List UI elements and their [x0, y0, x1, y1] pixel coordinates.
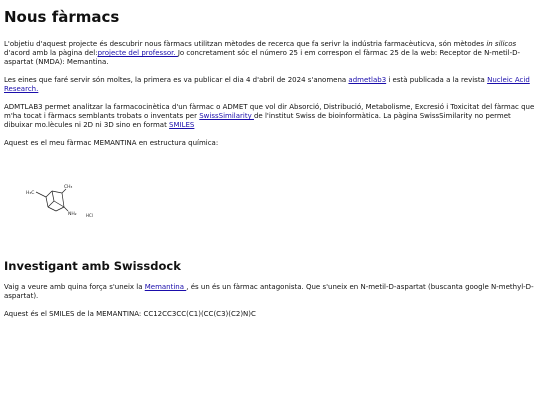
- bond: [46, 191, 52, 197]
- swisssimilarity-link[interactable]: SwissSimilarity: [199, 112, 254, 120]
- bond: [52, 191, 54, 201]
- page-title: Nous fàrmacs: [4, 8, 120, 26]
- tools-paragraph: [4, 76, 536, 94]
- intro-text-3: Jo concretament sóc el número 25 i em correspon el fàrmac 25 de la web: Receptor de N-metil-D-aspartat (NMDA): Memantina.: [4, 49, 521, 66]
- bond: [48, 201, 54, 207]
- smiles-paragraph: Aquest és el SMILES de la MEMANTINA: CC12CC3CC(C1)(CC(C3)(C2)N)C: [4, 310, 256, 318]
- bond: [52, 191, 62, 193]
- intro-text-1: L'objetiu d'aquest projecte és descubrir nous fàrmacs utilitzan mètodes de recerca que fa serivr la indústria farmacèuticva, són mètodes: [4, 40, 487, 48]
- nucleic-acid-research-link[interactable]: Nucleic Acid Research.: [4, 76, 530, 93]
- intro-text-2: d'acord amb la pàgina del:: [4, 49, 98, 57]
- smiles-link[interactable]: SMILES: [169, 121, 195, 129]
- intro-paragraph: [4, 40, 536, 67]
- bond-methyl-left: [36, 192, 46, 197]
- bond: [62, 193, 64, 207]
- swissdock-paragraph: [4, 283, 536, 301]
- bond-amine: [64, 207, 68, 211]
- admet-text-2: de l'institut Swiss de bioinformàtica. La pàgina SwissSimilarity no permet dibuixar mo.lècules ni 2D ni 3D sino en format: [4, 112, 511, 129]
- admet-paragraph: [4, 103, 536, 130]
- tools-text-1: Les eines que faré servir són moltes, la primera es va publicar el dia 4 d'abril de 2024 s'anomena: [4, 76, 349, 84]
- bond: [48, 207, 56, 211]
- memantina-link[interactable]: Memantina: [144, 283, 187, 291]
- admet-text-1: ADMTLAB3 permet analitzar la farmacocinètica d'un fàrmac o ADMET que vol dir Absorció, Distribució, Metabolisme, Excresió i Toxicitat del fàrmac que m'ha tocat i fàrmacs semblants trobats o inventats per: [4, 103, 535, 120]
- molecule-bonds: [36, 189, 68, 211]
- section-swissdock-title: Investigant amb Swissdock: [4, 259, 181, 273]
- memantine-structure-image: [22, 157, 536, 247]
- swissdock-text-1: Vaig a veure amb quina força s'uneix la: [4, 283, 145, 291]
- swissdock-text-2: , és un és un fàrmac antagonista. Que s'uneix en N-metil-D-aspartat (buscanta google N-methyl-D-aspartat).: [4, 283, 534, 300]
- memantine-structure-svg: [22, 157, 122, 247]
- admetlab3-link[interactable]: admetlab3: [348, 76, 387, 84]
- methyl-left-label: H₃C: [26, 191, 35, 196]
- structure-caption: Aquest es el meu fàrmac MEMANTINA en estructura química:: [4, 139, 219, 147]
- bond: [46, 197, 48, 207]
- tools-text-2: i està publicada a la revista: [386, 76, 488, 84]
- amine-label: NH₂: [68, 212, 77, 217]
- bond: [56, 207, 64, 211]
- professor-project-link[interactable]: projecte del professor.: [97, 49, 178, 57]
- hcl-label: HCl: [86, 213, 93, 218]
- methyl-right-label: CH₃: [64, 185, 73, 190]
- intro-italic: in silicos: [486, 40, 517, 48]
- bond: [54, 201, 64, 207]
